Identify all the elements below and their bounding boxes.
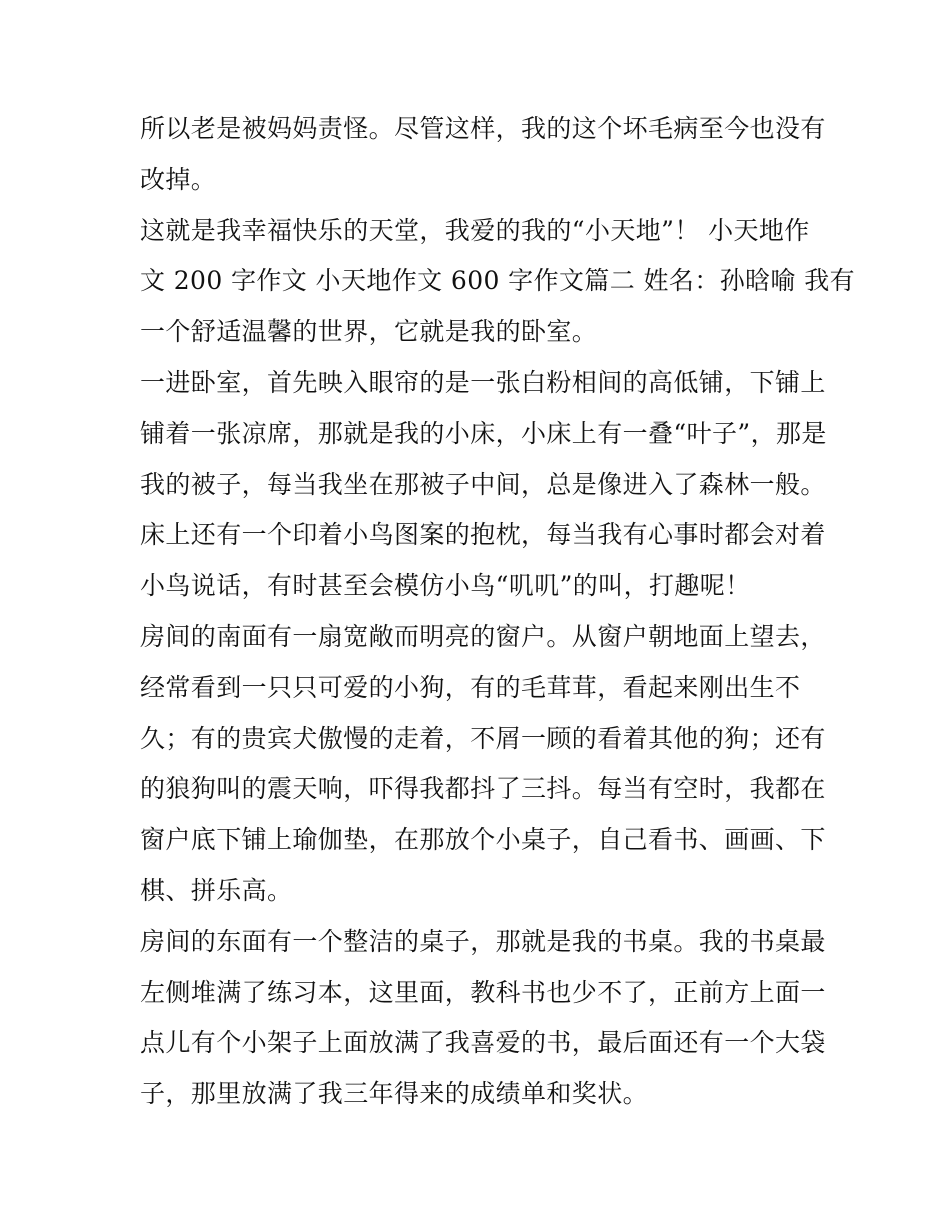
text-line: 床上还有一个印着小鸟图案的抱枕，每当我有心事时都会对着	[140, 520, 826, 550]
text-line: 的狼狗叫的震天响，吓得我都抖了三抖。每当有空时，我都在	[140, 774, 826, 804]
text-line: 房间的南面有一扇宽敞而明亮的窗户。从窗户朝地面上望去，	[140, 621, 826, 651]
text-line: 窗户底下铺上瑜伽垫，在那放个小桌子，自己看书、画画、下	[140, 825, 826, 855]
text-line: 房间的东面有一个整洁的桌子，那就是我的书桌。我的书桌最	[140, 926, 826, 956]
text-line: 一个舒适温馨的世界，它就是我的卧室。	[140, 317, 598, 347]
text-line: 我的被子，每当我坐在那被子中间，总是像进入了森林一般。	[140, 469, 826, 499]
text-line: 点儿有个小架子上面放满了我喜爱的书，最后面还有一个大袋	[140, 1028, 826, 1058]
text-line: 改掉。	[140, 164, 217, 194]
text-line: 铺着一张凉席，那就是我的小床，小床上有一叠“叶子”，那是	[140, 418, 827, 448]
text-line: 这就是我幸福快乐的天堂，我爱的我的“小天地”！ 小天地作	[140, 215, 810, 245]
text-line: 棋、拼乐高。	[140, 875, 293, 905]
text-line: 文 200 字作文 小天地作文 600 字作文篇二 姓名：孙晗喻 我有	[140, 266, 856, 296]
document-body	[140, 104, 856, 1120]
text-line: 小鸟说话，有时甚至会模仿小鸟“叽叽”的叫，打趣呢！	[140, 571, 751, 601]
text-line: 所以老是被妈妈责怪。尽管这样，我的这个坏毛病至今也没有	[140, 114, 826, 143]
text-line: 久；有的贵宾犬傲慢的走着，不屑一顾的看着其他的狗；还有	[140, 723, 826, 753]
text-line: 左侧堆满了练习本，这里面，教科书也少不了，正前方上面一	[140, 977, 826, 1007]
text-line: 一进卧室，首先映入眼帘的是一张白粉相间的高低铺，下铺上	[140, 367, 826, 397]
text-line: 经常看到一只只可爱的小狗，有的毛茸茸，看起来刚出生不	[140, 672, 801, 702]
text-line: 子，那里放满了我三年得来的成绩单和奖状。	[140, 1079, 649, 1109]
